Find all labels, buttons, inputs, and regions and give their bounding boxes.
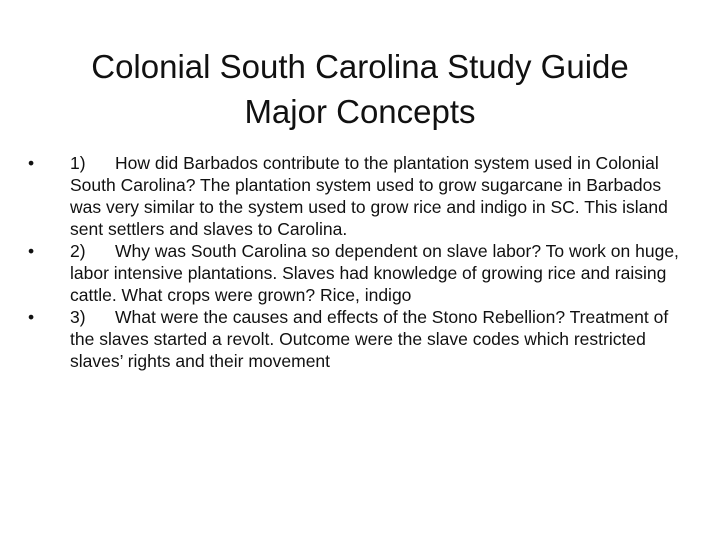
bullet-icon: • — [28, 241, 35, 261]
list-item — [28, 240, 690, 306]
list-item — [28, 306, 690, 372]
item-number: 1) — [70, 153, 86, 173]
bullet-icon: • — [28, 153, 35, 173]
bullet-icon: • — [28, 307, 35, 327]
item-text: How did Barbados contribute to the plantation system used in Colonial South Carolina? The plantation system used to grow sugarcane in Barbados was very similar to the system used to grow rice and indigo in SC. This island sent settlers and slaves to Carolina. — [70, 153, 668, 239]
item-number: 2) — [70, 241, 86, 261]
item-text: What were the causes and effects of the Stono Rebellion? Treatment of the slaves started a revolt. Outcome were the slave codes which restricted slaves’ rights and their movement — [70, 307, 669, 371]
title-line-2: Major Concepts — [244, 93, 476, 131]
list-item — [28, 152, 690, 240]
item-text: Why was South Carolina so dependent on slave labor? To work on huge, labor intensive plantations. Slaves had knowledge of growing rice and raising cattle. What crops were grown? Rice, indigo — [70, 241, 679, 305]
item-number: 3) — [70, 307, 86, 327]
title-line-1: Colonial South Carolina Study Guide — [91, 48, 629, 86]
bullet-list — [28, 152, 690, 372]
slide-title — [40, 44, 680, 134]
